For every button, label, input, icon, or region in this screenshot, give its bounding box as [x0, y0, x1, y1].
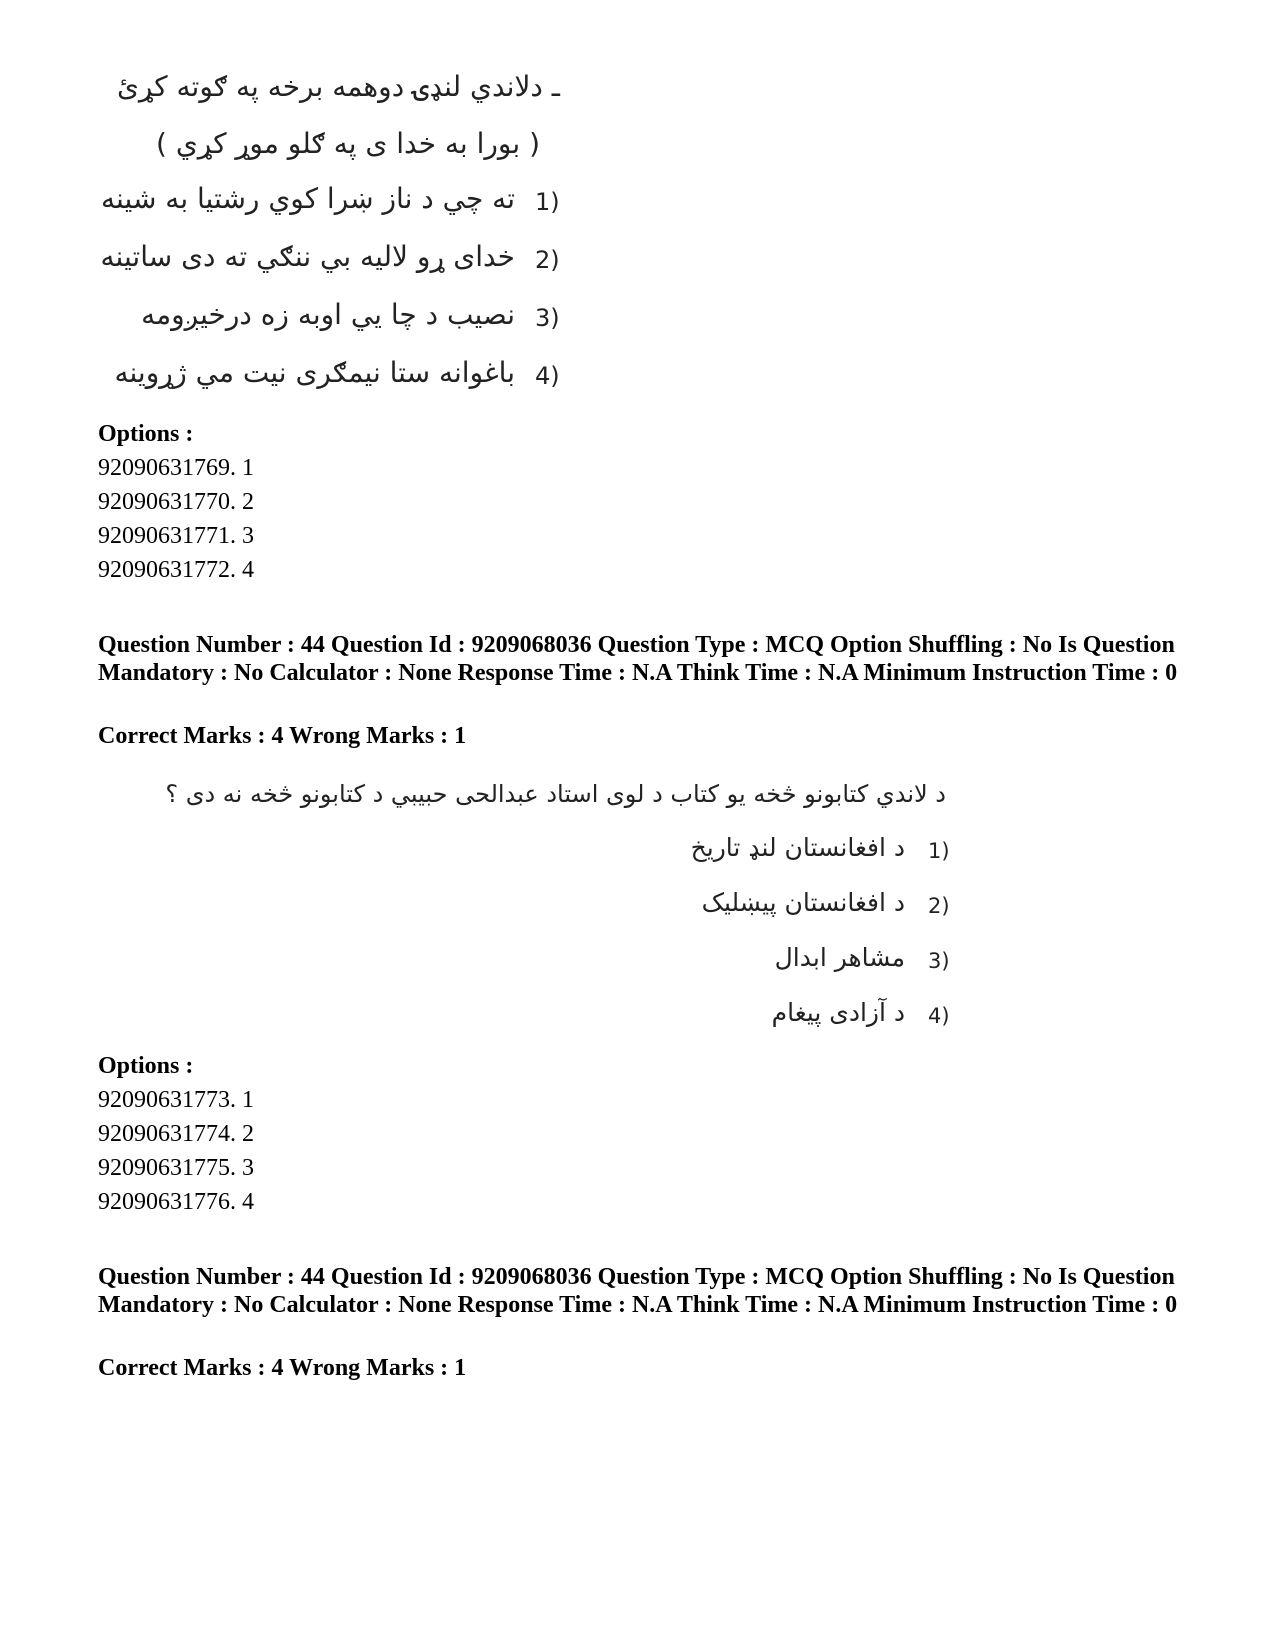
answer-choice-text: نصيب د چا يي اوبه زه درخيږومه [141, 298, 515, 331]
answer-choice-text: د افغانستان لنډ تاريخ [690, 833, 905, 862]
options-list [98, 1049, 254, 1219]
question-instruction: ـ دلاندي لنډۍ دوهمه برخه په ګوته کړئ [116, 70, 560, 103]
answer-choice-number: 4) [928, 1004, 950, 1028]
answer-choice [100, 833, 960, 869]
options-list [98, 417, 254, 587]
answer-choice [110, 298, 590, 338]
answer-choice [100, 998, 960, 1034]
option-id: 92090631770. 2 [98, 489, 254, 515]
options-label: Options : [98, 1053, 194, 1079]
answer-choice-text: د آزادى پيغام [771, 998, 905, 1027]
answer-choice-number: 2) [535, 246, 560, 274]
answer-choice [100, 943, 960, 979]
answer-choice [110, 356, 590, 396]
answer-choice [100, 888, 960, 924]
answer-choice-number: 1) [928, 839, 950, 863]
question-subtitle: ( بورا به خدا ی په ګلو موړ کړي ) [156, 127, 540, 160]
option-id: 92090631771. 3 [98, 523, 254, 549]
answer-choice [100, 240, 590, 280]
answer-choice-text: باغوانه ستا نيمګرى نيت مي ژړوينه [114, 356, 515, 389]
options-label: Options : [98, 421, 194, 447]
answer-choice [101, 182, 590, 222]
question-marks: Correct Marks : 4 Wrong Marks : 1 [98, 723, 467, 749]
question-marks: Correct Marks : 4 Wrong Marks : 1 [98, 1355, 467, 1381]
answer-choice-number: 1) [535, 188, 560, 216]
question-meta: Question Number : 44 Question Id : 9209068036 Question Type : MCQ Option Shuffling : No Is Question Mandatory : No Calculator : None Response Time : N.A Think Time : N.A Minimum Instruction Time : 0 [98, 1264, 1178, 1318]
option-id: 92090631774. 2 [98, 1121, 254, 1147]
answer-choice-text: د افغانستان پيښليک [701, 888, 905, 917]
option-id: 92090631769. 1 [98, 455, 254, 481]
answer-choice-text: ته چي د ناز ښرا کوي رشتيا به شينه [101, 182, 515, 215]
question-meta: Question Number : 44 Question Id : 9209068036 Question Type : MCQ Option Shuffling : No Is Question Mandatory : No Calculator : None Response Time : N.A Think Time : N.A Minimum Instruction Time : 0 [98, 632, 1178, 686]
option-id: 92090631776. 4 [98, 1189, 254, 1215]
question-image-2 [100, 770, 960, 1040]
answer-choice-number: 4) [535, 362, 560, 390]
answer-choice-text: خداى ړو لاليه بي ننګي ته دى ساتينه [100, 240, 515, 273]
option-id: 92090631772. 4 [98, 557, 254, 583]
question-image-1 [100, 60, 590, 405]
option-id: 92090631773. 1 [98, 1087, 254, 1113]
answer-choice-number: 3) [535, 304, 560, 332]
option-id: 92090631775. 3 [98, 1155, 254, 1181]
answer-choice-text: مشاهر ابدال [774, 943, 905, 972]
answer-choice-number: 2) [928, 894, 950, 918]
answer-choice-number: 3) [928, 949, 950, 973]
question-text: د لاندي کتابونو څخه يو کتاب د لوى استاد عبدالحى حبيبي د کتابونو څخه نه دى ؟ [165, 780, 946, 808]
